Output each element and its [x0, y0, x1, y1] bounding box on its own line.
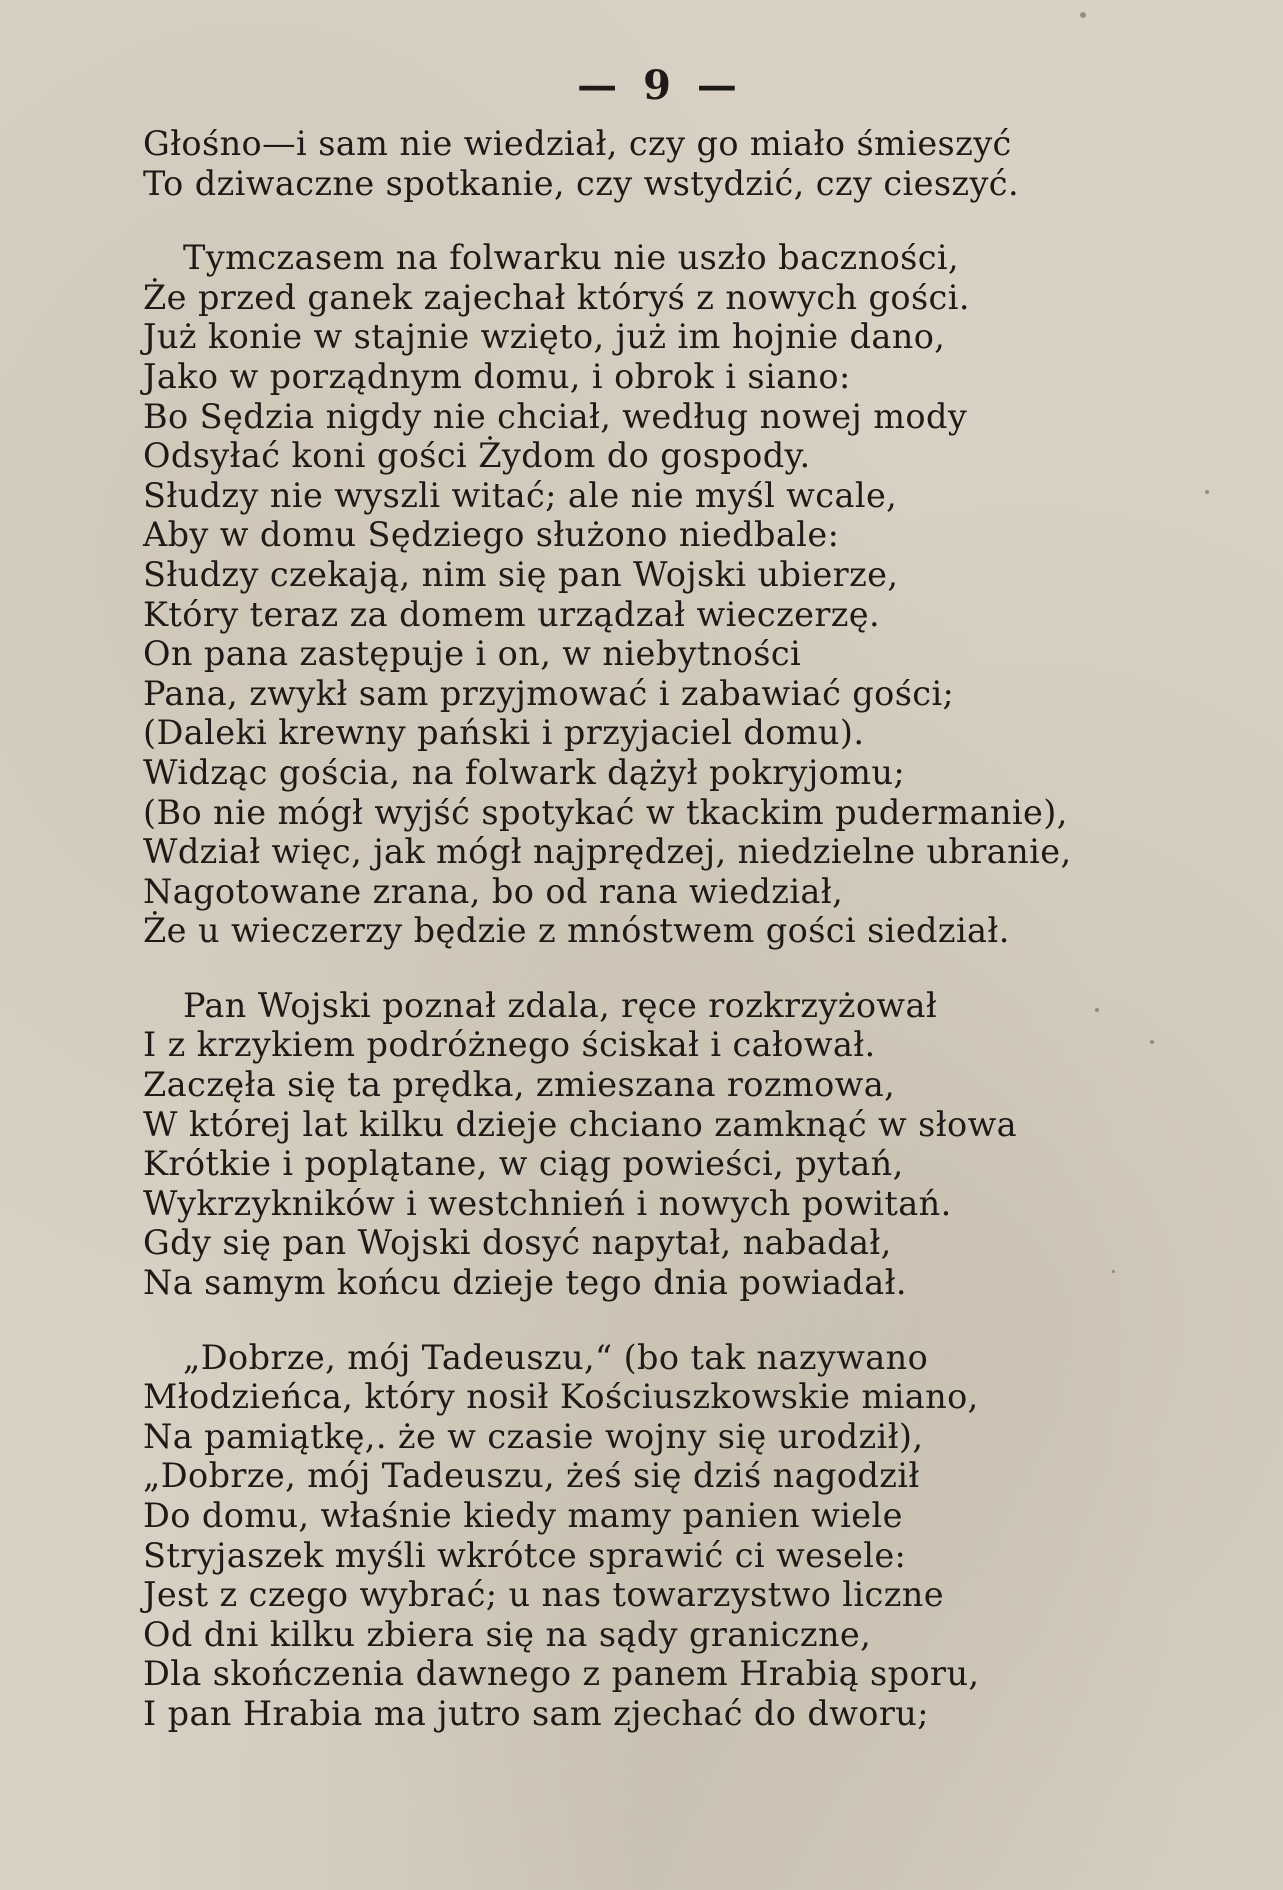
verse-line: I z krzykiem podróżnego ściskał i całował. — [143, 1025, 876, 1065]
stanza — [143, 986, 1143, 1303]
verse-line: (Bo nie mógł wyjść spotykać w tkackim pudermanie), — [143, 792, 1068, 832]
verse-line: Na samym końcu dzieje tego dnia powiadał. — [143, 1263, 907, 1303]
verse-line: Krótkie i poplątane, w ciąg powieści, pytań, — [143, 1144, 904, 1184]
verse-line: Odsyłać koni gości Żydom do gospody. — [143, 436, 811, 476]
verse-line: Że u wieczerzy będzie z mnóstwem gości siedział. — [143, 911, 1010, 951]
verse-line: Słudzy czekają, nim się pan Wojski ubierze, — [143, 554, 899, 594]
verse-line: Nagotowane zrana, bo od rana wiedział, — [143, 871, 844, 911]
verse-line: To dziwaczne spotkanie, czy wstydzić, czy cieszyć. — [143, 163, 1019, 203]
verse-line: Już konie w stajnie wzięto, już im hojnie dano, — [143, 317, 946, 357]
page-number: — 9 — — [577, 62, 743, 109]
poem-text — [143, 124, 1143, 1769]
verse-line: Bo Sędzia nigdy nie chciał, według nowej mody — [143, 396, 968, 436]
verse-line: (Daleki krewny pański i przyjaciel domu). — [143, 713, 865, 753]
paper-speck — [1150, 1040, 1154, 1044]
verse-line: Pana, zwykł sam przyjmować i zabawiać gości; — [143, 673, 955, 713]
verse-line: Dla skończenia dawnego z panem Hrabią sporu, — [143, 1654, 980, 1694]
verse-line: Słudzy nie wyszli witać; ale nie myśl wcale, — [143, 475, 898, 515]
verse-line: Stryjaszek myśli wkrótce sprawić ci wesele: — [143, 1535, 907, 1575]
verse-line: Do domu, właśnie kiedy mamy panien wiele — [143, 1496, 903, 1535]
paper-speck — [1205, 490, 1209, 494]
verse-line: Jako w porządnym domu, i obrok i siano: — [143, 356, 851, 396]
verse-line: Tymczasem na folwarku nie uszło baczności, — [183, 238, 960, 278]
verse-line: Wdział więc, jak mógł najprędzej, niedzielne ubranie, — [143, 832, 1072, 872]
stanza — [143, 124, 1143, 203]
verse-line: Od dni kilku zbiera się na sądy graniczne, — [143, 1614, 872, 1654]
stanza — [143, 1338, 1143, 1734]
stanza — [143, 238, 1143, 951]
verse-line: Gdy się pan Wojski dosyć napytał, nabadał, — [143, 1223, 892, 1263]
verse-line: Widząc gościa, na folwark dążył pokryjomu; — [143, 752, 906, 792]
verse-line: Jest z czego wybrać; u nas towarzystwo liczne — [143, 1575, 944, 1615]
verse-line: Wykrzykników i westchnień i nowych powitań. — [143, 1183, 952, 1223]
verse-line: W której lat kilku dzieje chciano zamknąć w słowa — [143, 1104, 1018, 1144]
verse-line: „Dobrze, mój Tadeuszu,“ (bo tak nazywano — [183, 1337, 929, 1377]
verse-line: Głośno—i sam nie wiedział, czy go miało śmieszyć — [143, 124, 1012, 163]
verse-line: Że przed ganek zajechał któryś z nowych gości. — [143, 277, 970, 317]
verse-line: I pan Hrabia ma jutro sam zjechać do dworu; — [143, 1693, 929, 1733]
verse-line: Młodzieńca, który nosił Kościuszkowskie miano, — [143, 1377, 979, 1417]
verse-line: Pan Wojski poznał zdala, ręce rozkrzyżował — [183, 985, 938, 1025]
verse-line: Zaczęła się ta prędka, zmieszana rozmowa, — [143, 1065, 896, 1105]
verse-line: On pana zastępuje i on, w niebytności — [143, 634, 802, 674]
paper-speck — [1095, 1008, 1099, 1012]
verse-line: Który teraz za domem urządzał wieczerzę. — [143, 594, 881, 634]
verse-line: Aby w domu Sędziego służono niedbale: — [143, 515, 840, 555]
verse-line: „Dobrze, mój Tadeuszu, żeś się dziś nagodził — [143, 1456, 920, 1496]
paper-speck — [1080, 12, 1086, 18]
verse-line: Na pamiątkę,. że w czasie wojny się urodził), — [143, 1416, 924, 1456]
paper-speck — [1112, 1270, 1115, 1273]
